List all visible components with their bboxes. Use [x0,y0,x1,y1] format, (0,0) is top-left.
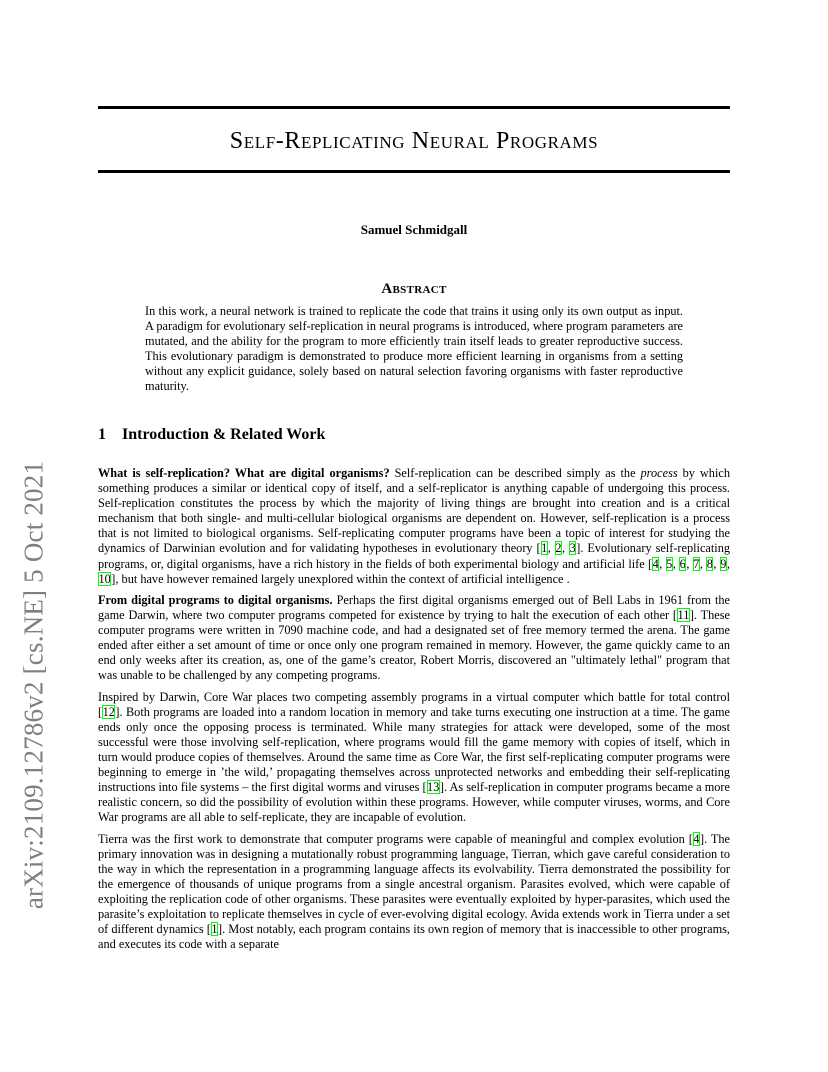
citation-link[interactable]: 9 [720,556,727,571]
text-span: ]. These computer programs were written in 7090 machine code, and had a designated set of free memory termed the arena. The game ended after either a set amount of time or once only one program remained in memory. However, the game quickly came to an end only weeks after its creation, as, one of the game’s creator, Robert Morris, discovered an "ultimately lethal" program that was unable to be challenged by any competing programs. [98,608,730,683]
citation-link[interactable]: 13 [427,780,440,795]
text-span: ]. As self-replication in computer programs became a more realistic concern, so did the possibility of evolution within these programs. However, while computer viruses, worms, and Core War programs are all able to self-replicate, they are incapable of evolution. [98,780,730,825]
text-span: , [562,541,570,556]
citation-link[interactable]: 8 [706,556,713,571]
text-span: Perhaps the first digital organisms emerged out of Bell Labs in 1961 from the game Darwin, where two computer programs competed for existence by trying to halt the execution of each other [ [98,592,730,623]
title-rule-top [98,106,730,109]
abstract-text: In this work, a neural network is trained to replicate the code that trains it using only its own output as input. A paradigm for evolutionary self-replication in neural programs is introduced, where program parameters are mutated, and the ability for the program to more efficiently train itself leads to greater reproductive success. This evolutionary paradigm is demonstrated to produce more efficient learning in organisms from a setting without any explicit guidance, solely based on natural selection favoring organisms with faster reproductive maturity. [145,304,683,394]
citation-link[interactable]: 1 [211,922,218,937]
text-span: , [672,556,680,571]
body-text [98,466,730,959]
text-span: ], but have however remained largely unexplored within the context of artificial intelligence . [111,571,570,586]
citation-link[interactable]: 4 [693,831,700,846]
text-span: ]. Most notably, each program contains its own region of memory that is inaccessible to other programs, and executes its code with a separate [98,922,730,952]
text-span: , [659,556,666,571]
text-span: , [699,556,707,571]
paragraph-tierra [98,832,730,953]
text-span: ]. The primary innovation was in designing a mutationally robust programming language, Tierran, which gave careful consideration to the way in which the representation in a programming language affects its evolvability. Tierra demonstrated the possibility for the emergence of thousands of unique programs from a single ancestral organism. Parasites evolved, which were capable of exploiting the replication code of other organisms. These parasites were eventually exploited by hyper-parasites, which used the parasite’s exploitation to replicate themselves in cycle of ever-evolving digital ecology. Avida extends work in Tierra under a set of different dynamics [ [98,831,731,937]
title-rule-bottom [98,170,730,173]
author-name: Samuel Schmidgall [360,222,468,237]
citation-link[interactable]: 3 [569,541,576,556]
text-span: by which something produces a similar or identical copy of itself, and a self-replicator is anything capable of undergoing this process. Self-replication constitutes the process by which the majority of living things are brought into creation and is a critical mechanism that both single- and multi-cellular biological organisms are dependent on. However, self-replication is a process that is not limited to biological organisms. Self-replicating computer programs have been a topic of interest for studying the dynamics of Darwinian evolution and for validating hypotheses in evolutionary theory [ [98,466,730,556]
paragraph-core-war [98,690,730,826]
citation-link[interactable]: 6 [679,556,686,571]
run-in-heading: From digital programs to digital organisms. [98,592,333,607]
text-span: Tierra was the first work to demonstrate that computer programs were capable of meaningful and complex evolution [ [98,831,693,846]
citation-link[interactable]: 11 [677,608,690,623]
text-span: Self-replication can be described simply as the [389,466,641,480]
section-heading [98,426,325,444]
paragraph-digital-organisms [98,466,730,587]
citation-link[interactable]: 5 [666,556,673,571]
text-span: , [713,556,720,571]
text-span: , [547,541,555,556]
abstract-heading: Abstract [381,281,447,297]
arxiv-identifier-stamp: arXiv:2109.12786v2 [cs.NE] 5 Oct 2021 [18,460,49,910]
citation-link[interactable]: 12 [102,704,115,719]
paragraph-digital-programs [98,593,730,684]
section-title: Introduction & Related Work [122,426,326,443]
section-number: 1 [98,426,106,443]
text-span: Inspired by Darwin, Core War places two competing assembly programs in a virtual computer which battle for total control [ [98,689,730,719]
citation-link[interactable]: 2 [555,541,562,556]
citation-link[interactable]: 4 [652,556,659,571]
text-span: ]. Both programs are loaded into a random location in memory and take turns executing one instruction at a time. The game ends only once the opposing process is terminated. While many strategies for attack were developed, some of the most successful were those involving self-replication, where programs would fill the game memory with copies of itself, which in turn would produce copies of themselves. Around the same time as Core War, the first self-replicating computer programs were beginning to emerge in ’the wild,’ propagating themselves across unprotected networks and embedding their self-replicating instructions into file systems – the first digital worms and viruses [ [98,704,730,795]
run-in-heading: What is self-replication? What are digital organisms? [98,466,390,480]
citation-link[interactable]: 10 [98,571,111,586]
citation-link[interactable]: 1 [541,541,548,556]
text-span: ]. Evolutionary self-replicating programs, or, digital organisms, have a rich history in the fields of both experimental biology and artificial life [ [98,541,730,571]
text-span: , [726,556,730,571]
emphasis: process [640,466,678,480]
text-span: , [686,556,693,571]
paper-title: Self-Replicating Neural Programs [229,128,599,154]
citation-link[interactable]: 7 [693,556,700,571]
